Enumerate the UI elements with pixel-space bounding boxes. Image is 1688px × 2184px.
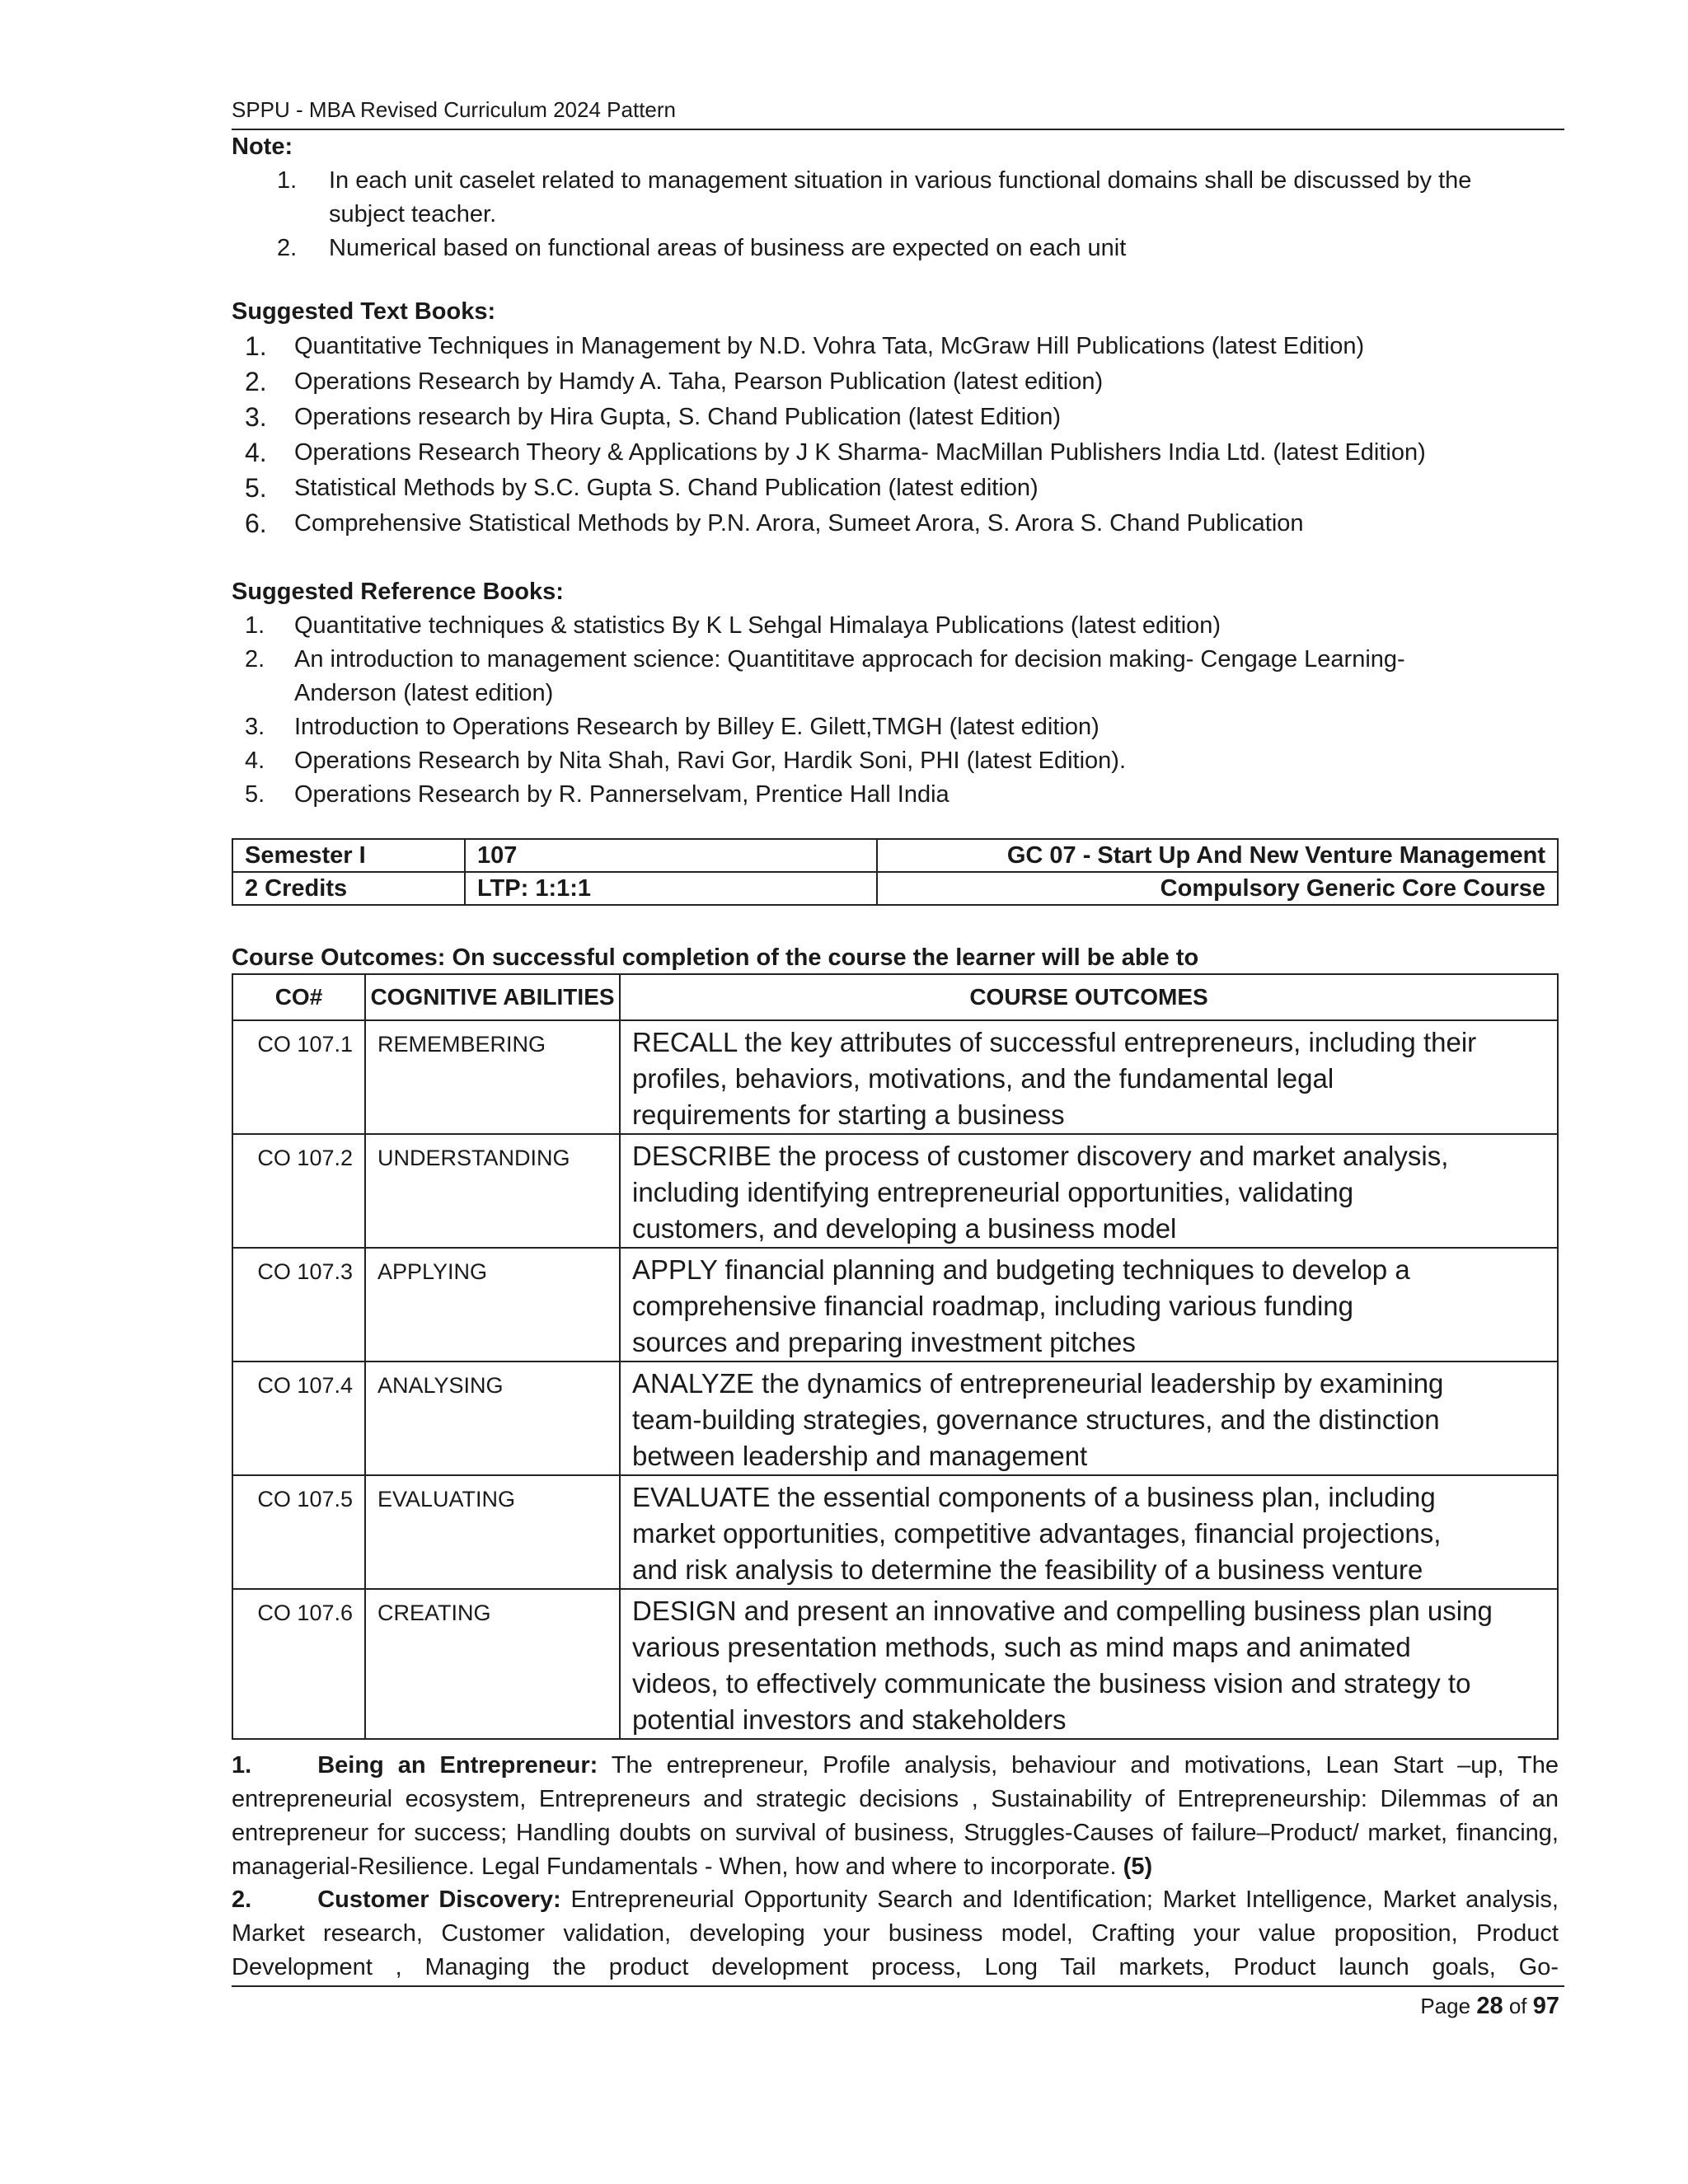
co-number: CO 107.5: [232, 1475, 365, 1589]
note-item: 1. In each unit caselet related to management situation in various functional domains shall be discussed by the subject teacher.: [277, 167, 1472, 227]
unit-content: Entrepreneurial Opportunity Search and Identification; Market Intelligence, Market analysis, Market research, Customer validation, developing your business model, Crafting your value proposition, Product Development , Managing the product development process, Long Tail markets, Product launch goals, Go-: [232, 1886, 1559, 1980]
outcomes-header-row: [232, 974, 1558, 1020]
reference-book-item: 5. Operations Research by R. Pannerselvam, Prentice Hall India: [245, 781, 950, 808]
course-title-cell: GC 07 - Start Up And New Venture Management: [877, 839, 1558, 872]
reference-book-item: 1. Quantitative techniques & statistics By K L Sehgal Himalaya Publications (latest edition): [245, 612, 1221, 639]
note-item: 2. Numerical based on functional areas of business are expected on each unit: [277, 235, 1127, 261]
course-outcome: DESIGN and present an innovative and compelling business plan using various presentation methods, such as mind maps and animated videos, to effectively communicate the business vision and strategy to potential investors and stakeholders: [620, 1589, 1558, 1739]
unit-number: 1.: [232, 1752, 252, 1779]
reference-books-section: [232, 575, 1559, 812]
text-book-item: 3. Operations research by Hira Gupta, S. Chand Publication (latest Edition): [245, 402, 1062, 432]
outcomes-heading: Course Outcomes: On successful completion of the course the learner will be able to: [232, 944, 1199, 971]
col-header-co: CO#: [232, 974, 365, 1020]
note-heading: Note:: [232, 134, 293, 160]
unit-2: [232, 1883, 1559, 1985]
unit-title: Customer Discovery:: [317, 1886, 561, 1913]
outcome-row: [232, 1475, 1558, 1589]
cognitive-ability: REMEMBERING: [365, 1020, 620, 1134]
outcome-row: [232, 1589, 1558, 1739]
footer-rule: [232, 1985, 1564, 1987]
course-outcome: RECALL the key attributes of successful entrepreneurs, including their profiles, behaviors, motivations, and the fundamental legal requirements for starting a business: [620, 1020, 1558, 1134]
semester-cell: Semester I: [232, 839, 465, 872]
unit-title: Being an Entrepreneur:: [317, 1752, 598, 1779]
outcome-row: [232, 1134, 1558, 1248]
co-number: CO 107.2: [232, 1134, 365, 1248]
page-total: 97: [1532, 1993, 1559, 2019]
co-number: CO 107.3: [232, 1248, 365, 1361]
reference-book-item: 4. Operations Research by Nita Shah, Ravi Gor, Hardik Soni, PHI (latest Edition).: [245, 748, 1126, 774]
col-header-abilities: COGNITIVE ABILITIES: [365, 974, 620, 1020]
unit-number: 2.: [232, 1886, 252, 1913]
unit-hours: (5): [1123, 1854, 1153, 1880]
co-number: CO 107.1: [232, 1020, 365, 1134]
course-code-cell: 107: [465, 839, 877, 872]
cognitive-ability: EVALUATING: [365, 1475, 620, 1589]
credits-cell: 2 Credits: [232, 872, 465, 905]
course-outcome: APPLY financial planning and budgeting techniques to develop a comprehensive financial roadmap, including various funding sources and preparing investment pitches: [620, 1248, 1558, 1361]
course-info-table: [232, 838, 1559, 906]
text-book-item: 4. Operations Research Theory & Applications by J K Sharma- MacMillan Publishers India Ltd. (latest Edition): [245, 438, 1426, 467]
text-book-item: 6. Comprehensive Statistical Methods by P.N. Arora, Sumeet Arora, S. Arora S. Chand Publication: [245, 509, 1304, 538]
outcome-row: [232, 1020, 1558, 1134]
course-outcome: EVALUATE the essential components of a business plan, including market opportunities, competitive advantages, financial projections, and risk analysis to determine the feasibility of a business venture: [620, 1475, 1558, 1589]
page-number: 28: [1476, 1993, 1503, 2019]
text-book-item: 2. Operations Research by Hamdy A. Taha, Pearson Publication (latest edition): [245, 367, 1104, 396]
text-books-heading: Suggested Text Books:: [232, 298, 496, 325]
course-info-row: [232, 872, 1558, 905]
co-number: CO 107.4: [232, 1361, 365, 1475]
reference-book-item: 3. Introduction to Operations Research by Billey E. Gilett,TMGH (latest edition): [245, 714, 1100, 740]
reference-book-item: 2. An introduction to management science: Quantititave approcach for decision making- Cengage Learning- Anderson (latest edition): [245, 646, 1405, 706]
unit-1: [232, 1749, 1559, 1884]
co-number: CO 107.6: [232, 1589, 365, 1739]
cognitive-ability: ANALYSING: [365, 1361, 620, 1475]
course-info-row: [232, 839, 1558, 872]
course-outcome: DESCRIBE the process of customer discovery and market analysis, including identifying entrepreneurial opportunities, validating customers, and developing a business model: [620, 1134, 1558, 1248]
cognitive-ability: CREATING: [365, 1589, 620, 1739]
course-outcomes-table: [232, 973, 1559, 1740]
course-outcome: ANALYZE the dynamics of entrepreneurial leadership by examining team-building strategies, governance structures, and the distinction between leadership and management: [620, 1361, 1558, 1475]
note-section: [232, 130, 1559, 265]
page-footer: Page 28 of 97: [1420, 1993, 1559, 2019]
unit-content: The entrepreneur, Profile analysis, behaviour and motivations, Lean Start –up, The entrepreneurial ecosystem, Entrepreneurs and strategic decisions , Sustainability of Entrepreneurship: Dilemmas of an entrepreneur for success; Handling doubts on survival of business, Struggles-Causes of failure–Product/ market, financing, managerial-Resilience. Legal Fundamentals - When, how and where to incorporate.: [232, 1752, 1559, 1880]
cognitive-ability: UNDERSTANDING: [365, 1134, 620, 1248]
text-book-item: 1. Quantitative Techniques in Management by N.D. Vohra Tata, McGraw Hill Publications (latest Edition): [245, 331, 1365, 361]
course-type-cell: Compulsory Generic Core Course: [877, 872, 1558, 905]
text-books-section: [232, 295, 1559, 541]
reference-books-heading: Suggested Reference Books:: [232, 579, 564, 605]
cognitive-ability: APPLYING: [365, 1248, 620, 1361]
ltp-cell: LTP: 1:1:1: [465, 872, 877, 905]
outcome-row: [232, 1248, 1558, 1361]
col-header-outcomes: COURSE OUTCOMES: [620, 974, 1558, 1020]
outcome-row: [232, 1361, 1558, 1475]
running-header: SPPU - MBA Revised Curriculum 2024 Pattern: [232, 97, 676, 122]
text-book-item: 5. Statistical Methods by S.C. Gupta S. Chand Publication (latest edition): [245, 473, 1039, 503]
